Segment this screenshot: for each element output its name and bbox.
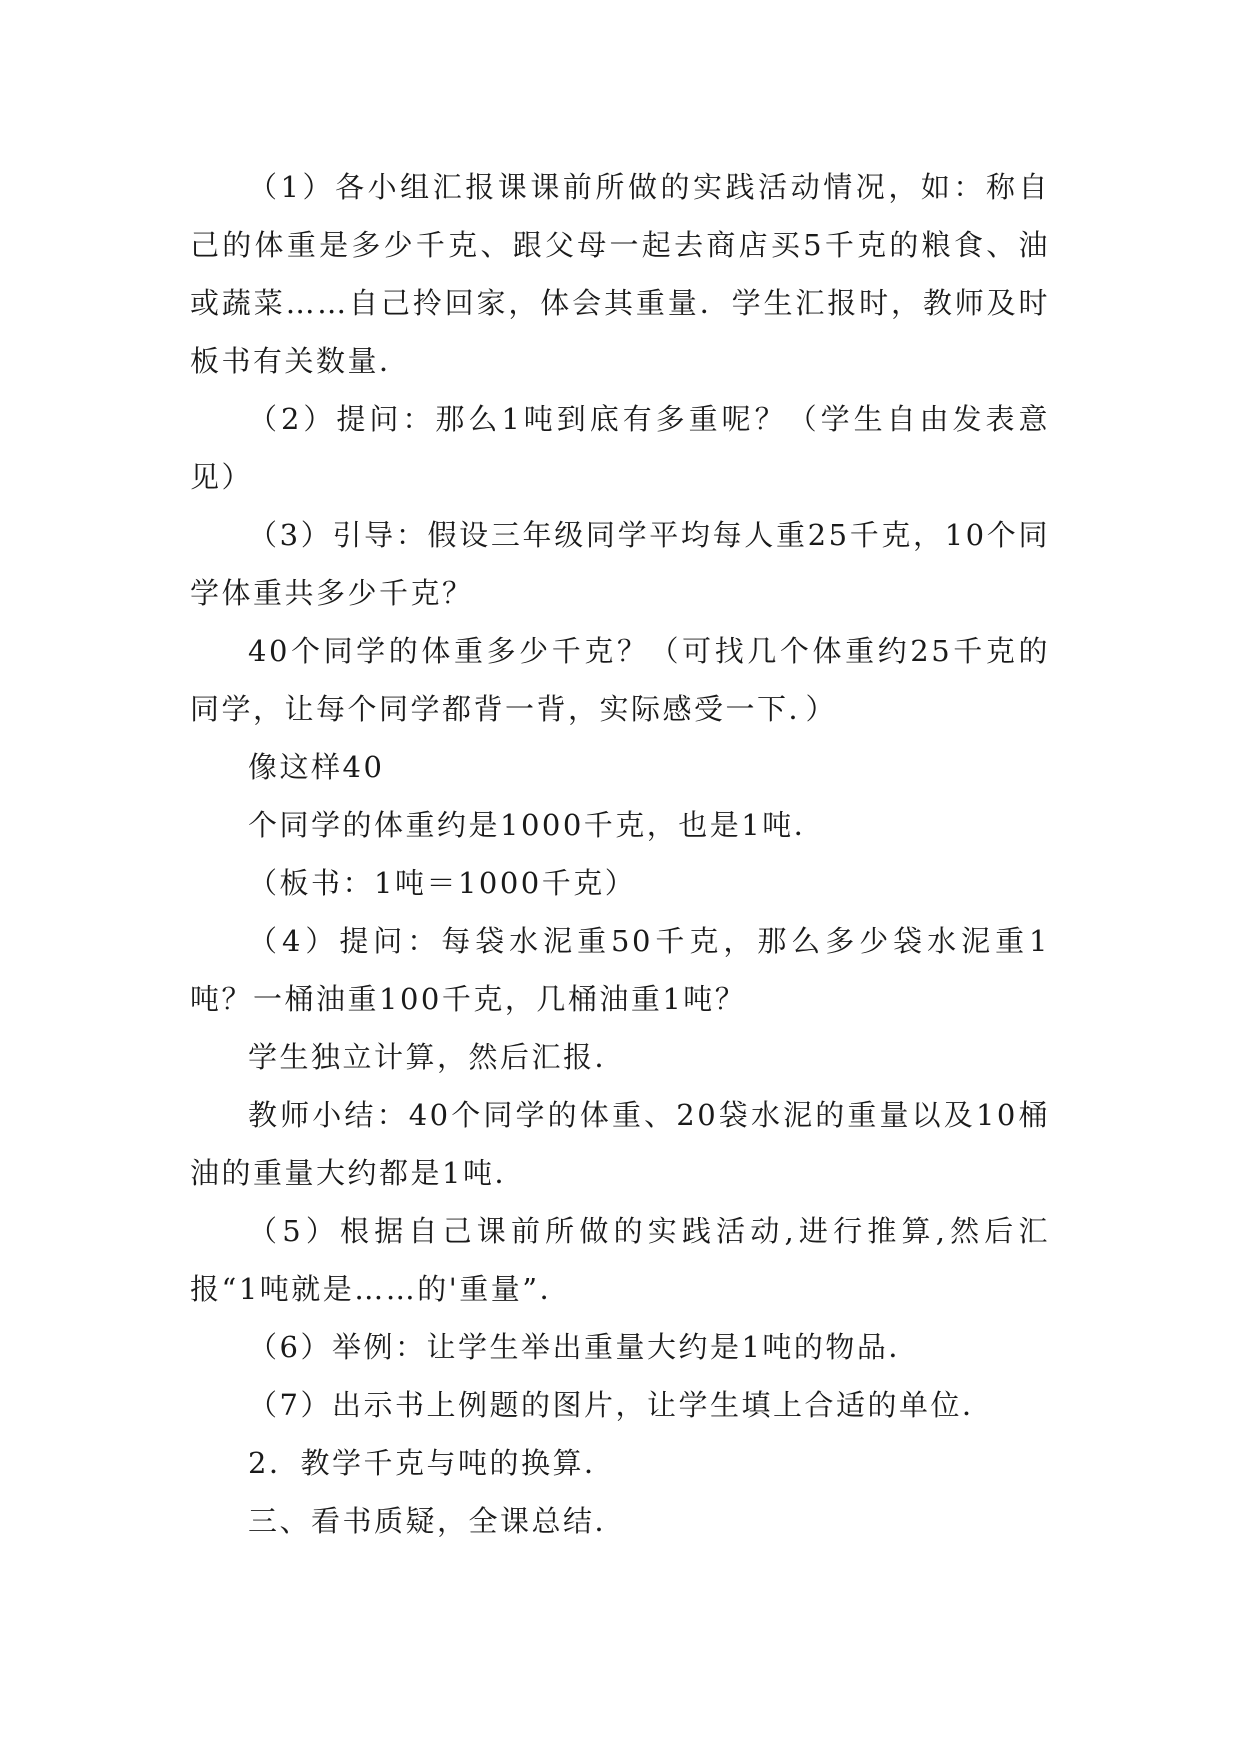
paragraph-conversion: 2．教学千克与吨的换算． <box>248 1446 616 1480</box>
paragraph-cement-oil-question: （4）提问：每袋水泥重50千克，那么多少袋水泥重1吨？一桶油重100千克，几桶油重1吨？ <box>190 924 1050 1016</box>
paragraph-question-one-ton: （2）提问：那么1吨到底有多重呢？（学生自由发表意见） <box>190 402 1050 494</box>
paragraph-blackboard-note: （板书：1吨＝1000千克） <box>248 866 637 900</box>
paragraph-show-pictures: （7）出示书上例题的图片，让学生填上合适的单位． <box>248 1388 994 1422</box>
paragraph-examples: （6）举例：让学生举出重量大约是1吨的物品． <box>248 1330 920 1364</box>
paragraph-like-this: 像这样40 <box>248 750 385 784</box>
paragraph-summary: 三、看书质疑，全课总结． <box>248 1504 627 1538</box>
paragraph-thousand-kg: 个同学的体重约是1000千克，也是1吨． <box>248 808 826 842</box>
paragraph-guide-ten-students: （3）引导：假设三年级同学平均每人重25千克，10个同学体重共多少千克？ <box>190 518 1050 610</box>
paragraph-independent-calc: 学生独立计算，然后汇报． <box>248 1040 627 1074</box>
paragraph-forty-students: 40个同学的体重多少千克？（可找几个体重约25千克的同学，让每个同学都背一背，实际感受一下．） <box>190 634 1050 726</box>
paragraph-estimate-report: （5）根据自己课前所做的实践活动,进行推算,然后汇报“1吨就是……的'重量”． <box>190 1214 1050 1306</box>
document-body <box>190 158 1050 1550</box>
paragraph-practice-report: （1）各小组汇报课课前所做的实践活动情况，如：称自己的体重是多少千克、跟父母一起去商店买5千克的粮食、油或蔬菜……自己拎回家，体会其重量．学生汇报时，教师及时板书有关数量． <box>190 170 1050 378</box>
paragraph-teacher-summary: 教师小结：40个同学的体重、20袋水泥的重量以及10桶油的重量大约都是1吨． <box>190 1098 1050 1190</box>
